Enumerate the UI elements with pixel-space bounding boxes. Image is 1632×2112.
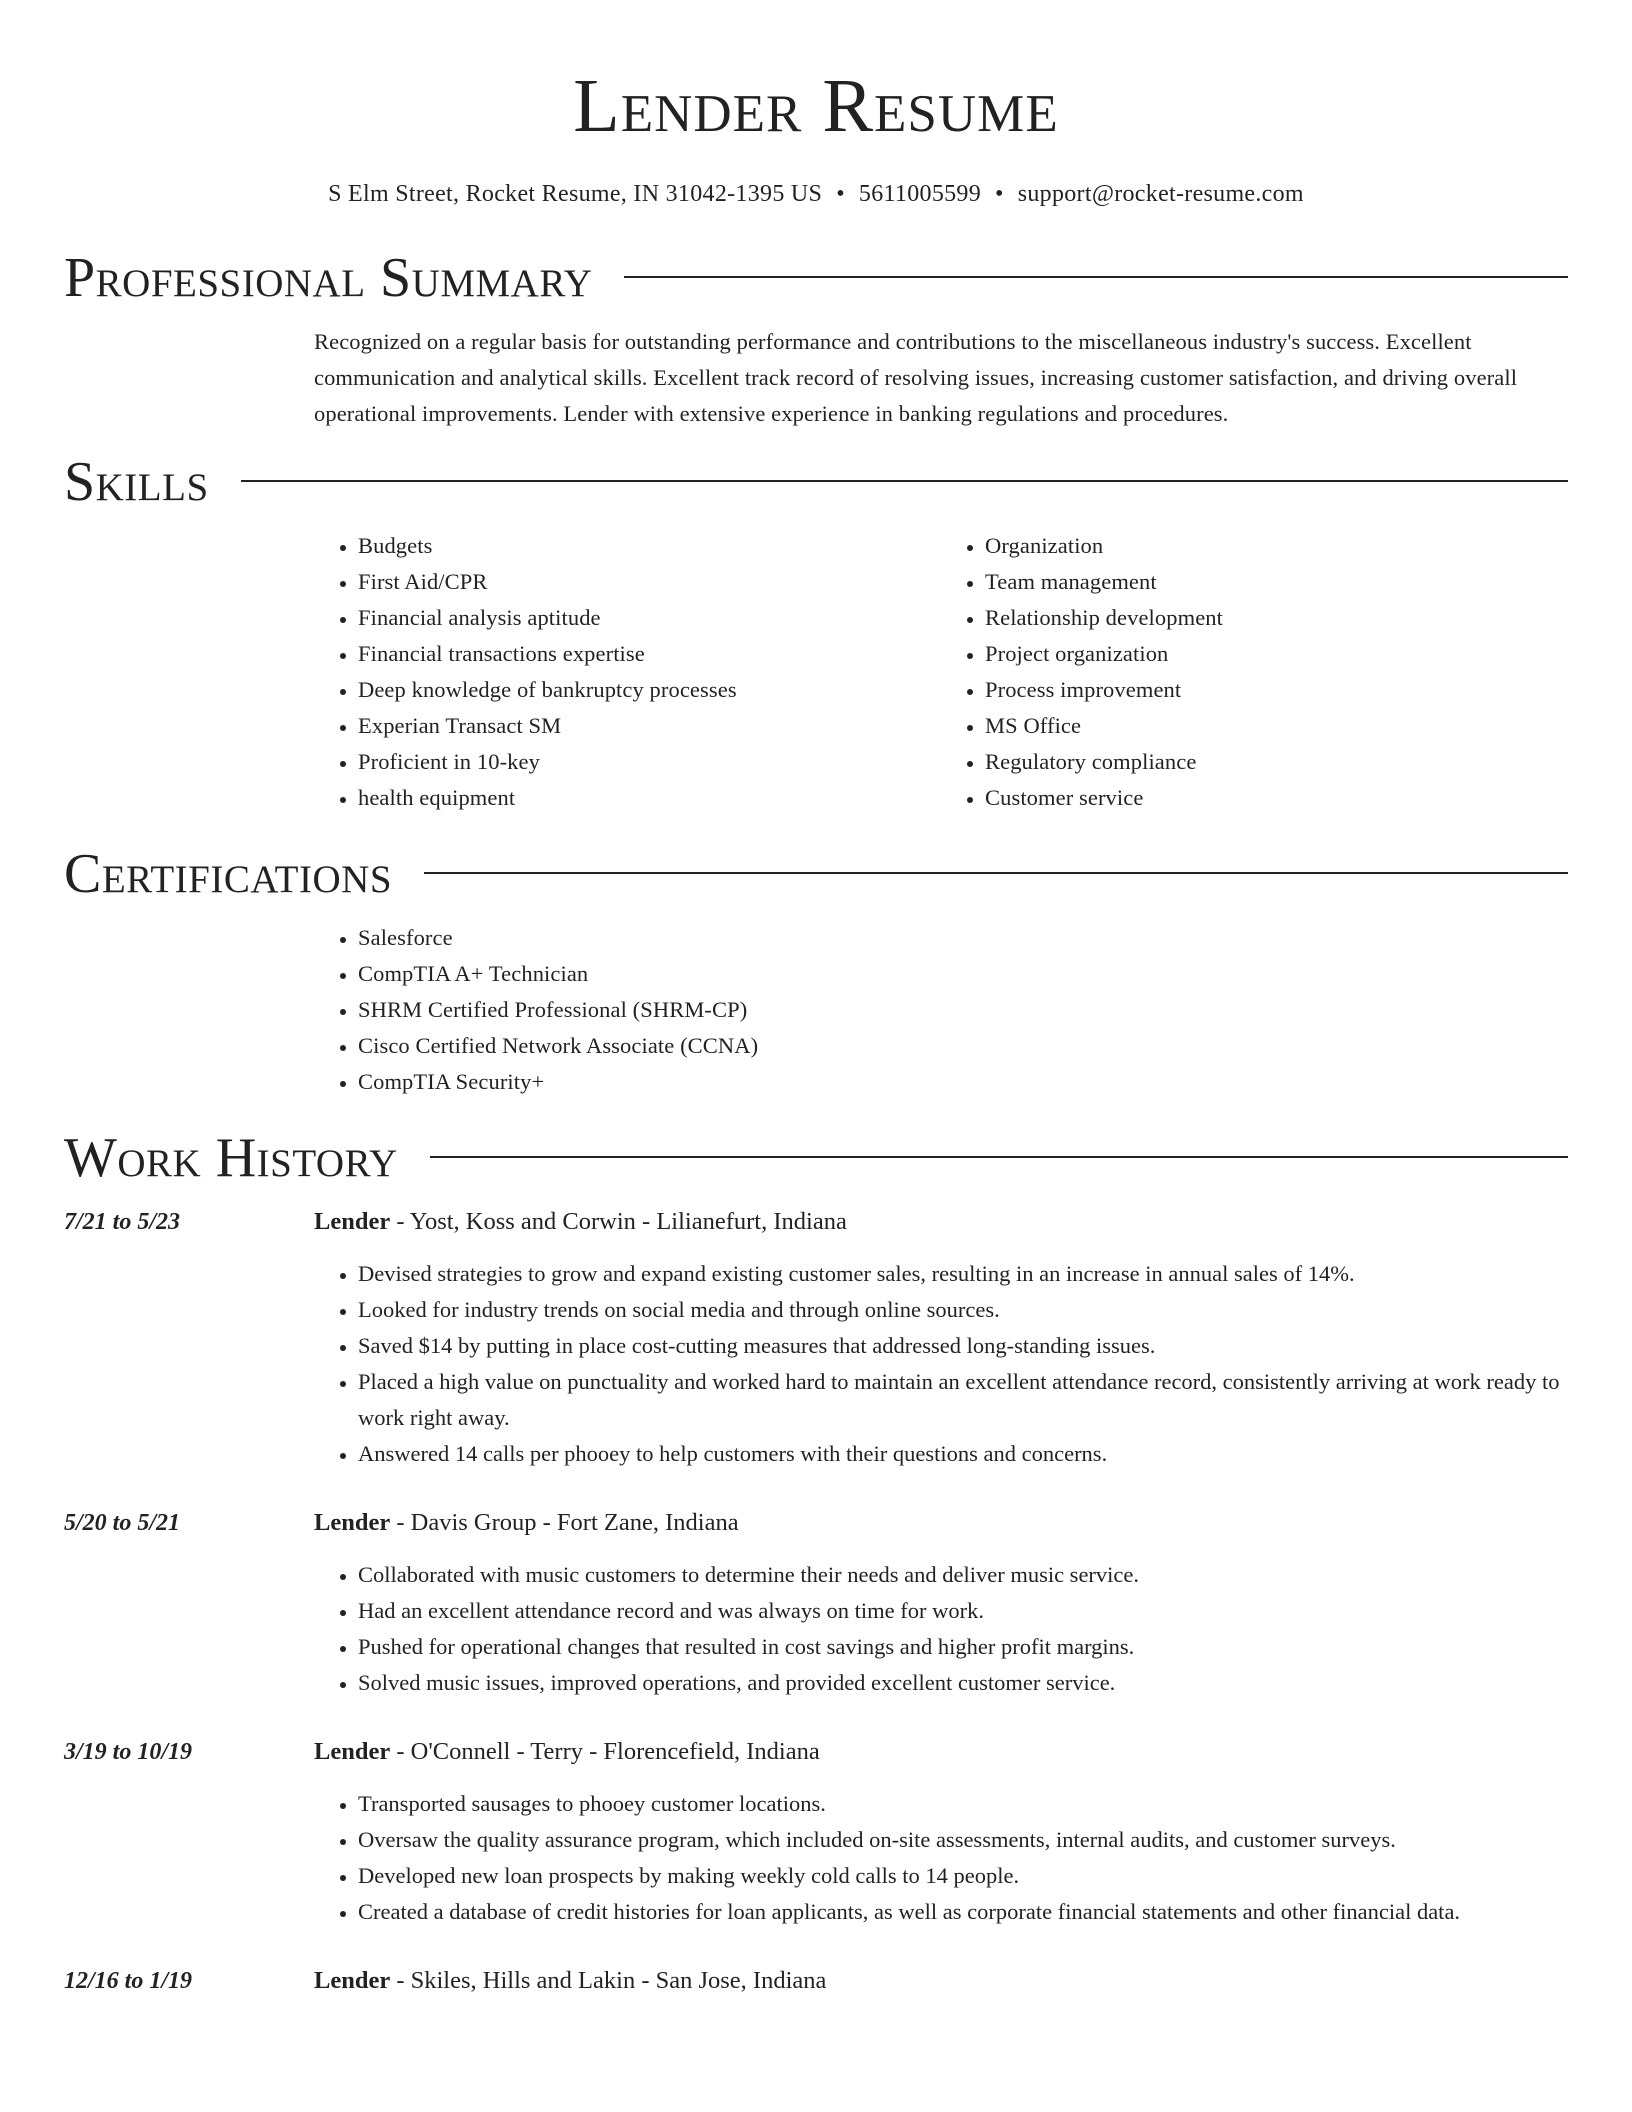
job-company: - Skiles, Hills and Lakin - San Jose, Indiana <box>390 1967 827 1994</box>
summary-section-header <box>64 246 1568 310</box>
list-item: • Budgets <box>358 528 941 564</box>
job-title-line <box>314 1204 847 1240</box>
job-title: Lender <box>314 1967 391 1994</box>
section-divider <box>430 1156 1568 1158</box>
job-header <box>64 1204 1568 1240</box>
job-title-line <box>314 1505 739 1541</box>
job-company: - Davis Group - Fort Zane, Indiana <box>390 1509 739 1536</box>
job-duties-list <box>314 1256 1568 1472</box>
list-item: • Collaborated with music customers to determine their needs and deliver music service. <box>358 1557 1568 1593</box>
phone: 5611005599 <box>858 181 982 207</box>
section-divider <box>241 480 1568 482</box>
job-entry <box>64 1505 1568 1701</box>
list-item: • Created a database of credit histories for loan applicants, as well as corporate financial statements and other financial data. <box>358 1894 1568 1930</box>
job-title: Lender <box>314 1738 391 1765</box>
job-company: - Yost, Koss and Corwin - Lilianefurt, Indiana <box>390 1208 847 1235</box>
skills-heading: Skills <box>64 451 209 513</box>
job-dates: 12/16 to 1/19 <box>64 1968 193 1994</box>
certifications-heading: Certifications <box>64 843 393 905</box>
list-item: • Solved music issues, improved operations, and provided excellent customer service. <box>358 1665 1568 1701</box>
certifications-list <box>314 920 1568 1100</box>
skills-section-header <box>64 450 1568 514</box>
list-item: • health equipment <box>358 780 941 816</box>
job-entry <box>64 1963 1568 1999</box>
skills-grid <box>314 528 1568 816</box>
job-title-line <box>314 1734 820 1770</box>
list-item: • Customer service <box>985 780 1568 816</box>
list-item: • Saved $14 by putting in place cost-cutting measures that addressed long-standing issues. <box>358 1328 1568 1364</box>
list-item: • Answered 14 calls per phooey to help customers with their questions and concerns. <box>358 1436 1568 1472</box>
list-item: • Salesforce <box>358 920 1568 956</box>
job-duties-list <box>314 1786 1568 1930</box>
list-item: • Proficient in 10-key <box>358 744 941 780</box>
list-item: • Looked for industry trends on social media and through online sources. <box>358 1292 1568 1328</box>
job-title-line <box>314 1963 826 1999</box>
list-item: • Oversaw the quality assurance program, which included on-site assessments, internal audits, and customer surveys. <box>358 1822 1568 1858</box>
list-item: • Deep knowledge of bankruptcy processes <box>358 672 941 708</box>
list-item: • Process improvement <box>985 672 1568 708</box>
job-entry <box>64 1734 1568 1930</box>
list-item: • CompTIA Security+ <box>358 1064 1568 1100</box>
summary-content <box>314 324 1568 432</box>
job-company: - O'Connell - Terry - Florencefield, Indiana <box>390 1738 820 1765</box>
summary-heading: Professional Summary <box>64 247 593 309</box>
list-item: • Project organization <box>985 636 1568 672</box>
job-header <box>64 1505 1568 1541</box>
job-entry <box>64 1204 1568 1472</box>
separator-dot: • <box>995 181 1004 207</box>
job-duties-list <box>314 1557 1568 1701</box>
list-item: • Developed new loan prospects by making weekly cold calls to 14 people. <box>358 1858 1568 1894</box>
job-duties <box>314 1557 1568 1701</box>
work-history-list <box>64 1204 1568 1999</box>
address: S Elm Street, Rocket Resume, IN 31042-1395 US <box>328 181 823 207</box>
list-item: • SHRM Certified Professional (SHRM-CP) <box>358 992 1568 1028</box>
skills-list-right <box>941 528 1568 816</box>
email: support@rocket-resume.com <box>1017 181 1304 207</box>
skills-list-left <box>314 528 941 816</box>
job-title: Lender <box>314 1208 391 1235</box>
list-item: • Team management <box>985 564 1568 600</box>
job-dates: 7/21 to 5/23 <box>64 1209 181 1235</box>
list-item: • Transported sausages to phooey customer locations. <box>358 1786 1568 1822</box>
contact-line <box>64 178 1568 210</box>
list-item: • Organization <box>985 528 1568 564</box>
work-heading: Work History <box>64 1127 398 1189</box>
resume-title: Lender Resume <box>573 64 1059 148</box>
list-item: • Placed a high value on punctuality and worked hard to maintain an excellent attendance record, consistently arriving at work ready to work right away. <box>358 1364 1568 1436</box>
list-item: • Regulatory compliance <box>985 744 1568 780</box>
job-header <box>64 1734 1568 1770</box>
job-dates: 3/19 to 10/19 <box>64 1739 193 1765</box>
list-item: • Devised strategies to grow and expand existing customer sales, resulting in an increase in annual sales of 14%. <box>358 1256 1568 1292</box>
list-item: • Experian Transact SM <box>358 708 941 744</box>
list-item: • First Aid/CPR <box>358 564 941 600</box>
section-divider <box>624 276 1568 278</box>
certifications-section-header <box>64 842 1568 906</box>
job-header <box>64 1963 1568 1999</box>
list-item: • Had an excellent attendance record and was always on time for work. <box>358 1593 1568 1629</box>
separator-dot: • <box>836 181 845 207</box>
job-title: Lender <box>314 1509 391 1536</box>
list-item: • Cisco Certified Network Associate (CCNA) <box>358 1028 1568 1064</box>
job-dates: 5/20 to 5/21 <box>64 1510 181 1536</box>
list-item: • Pushed for operational changes that resulted in cost savings and higher profit margins. <box>358 1629 1568 1665</box>
list-item: • CompTIA A+ Technician <box>358 956 1568 992</box>
job-duties <box>314 1256 1568 1472</box>
list-item: • Financial transactions expertise <box>358 636 941 672</box>
list-item: • MS Office <box>985 708 1568 744</box>
certifications-content <box>314 920 1568 1100</box>
list-item: • Financial analysis aptitude <box>358 600 941 636</box>
list-item: • Relationship development <box>985 600 1568 636</box>
section-divider <box>424 872 1568 874</box>
summary-text: Recognized on a regular basis for outstanding performance and contributions to the miscellaneous industry's success. Excellent communication and analytical skills. Excellent track record of resolving issues, increasing customer satisfaction, and driving overall operational improvements. Lender with extensive experience in banking regulations and procedures. <box>314 329 1518 426</box>
work-section-header <box>64 1126 1568 1190</box>
job-duties <box>314 1786 1568 1930</box>
